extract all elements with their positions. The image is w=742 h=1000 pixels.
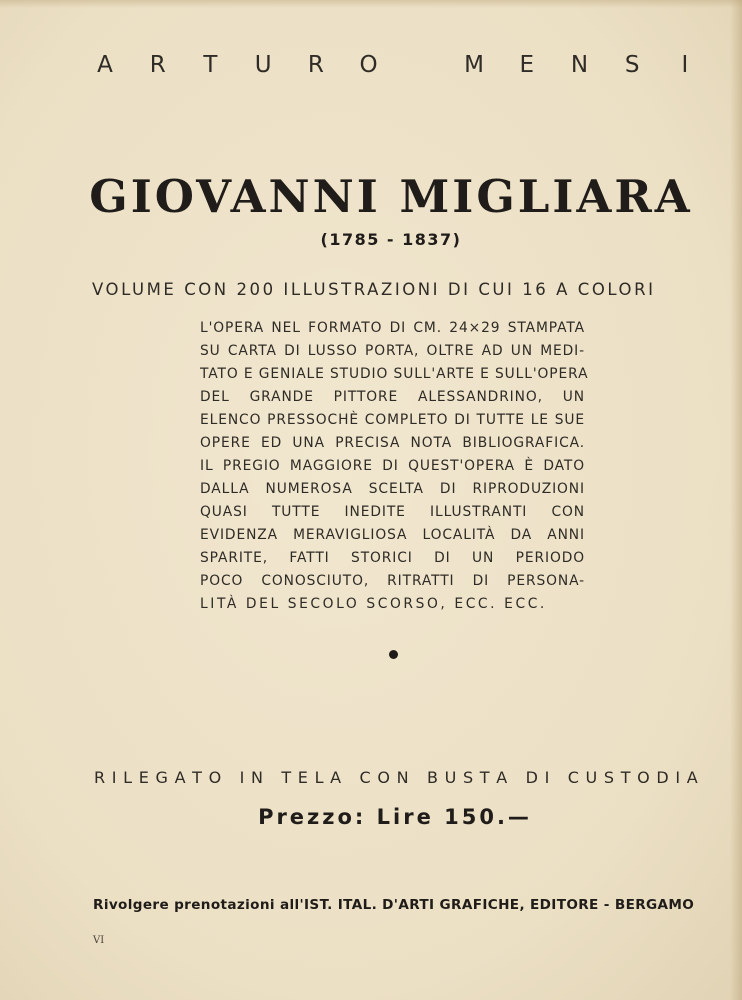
author-letter: M xyxy=(464,52,484,78)
binding-letter: E xyxy=(297,768,308,787)
description-line: ELENCO PRESSOCHÈ COMPLETO DI TUTTE LE SUE xyxy=(200,412,585,428)
binding-letter: I xyxy=(239,768,245,787)
author-letter: S xyxy=(624,52,640,78)
author-letter: T xyxy=(203,52,218,78)
binding-letter: T xyxy=(479,768,490,787)
description-line: DALLA NUMEROSA SCELTA DI RIPRODUZIONI xyxy=(200,481,585,497)
book-dates: (1785 - 1837) xyxy=(320,230,462,249)
binding-letter: T xyxy=(192,768,202,787)
bullet-ornament xyxy=(389,650,398,659)
description-line: SPARITE, FATTI STORICI DI UN PERIODO xyxy=(200,550,585,566)
binding-letter: T xyxy=(620,768,631,787)
author-letter: A xyxy=(97,52,113,78)
binding-letter: S xyxy=(603,768,615,787)
description-line: IL PREGIO MAGGIORE DI QUEST'OPERA È DATO xyxy=(200,458,585,474)
description-line: QUASI TUTTE INEDITE ILLUSTRANTI CON xyxy=(200,504,585,520)
binding-space xyxy=(514,768,519,787)
description-line: OPERE ED UNA PRECISA NOTA BIBLIOGRAFICA. xyxy=(200,435,585,451)
book-title: GIOVANNI MIGLIARA xyxy=(89,170,693,223)
description-line: DEL GRANDE PITTORE ALESSANDRINO, UN xyxy=(200,389,585,405)
binding-letter: U xyxy=(585,768,598,787)
page-number: VI xyxy=(93,935,105,946)
author-letter: O xyxy=(359,52,378,78)
binding-letter: E xyxy=(138,768,149,787)
binding-letter: I xyxy=(111,768,117,787)
binding-info xyxy=(94,768,698,787)
description-line: EVIDENZA MERAVIGLIOSA LOCALITÀ DA ANNI xyxy=(200,527,585,543)
author-letter: U xyxy=(254,52,272,78)
binding-letter: C xyxy=(359,768,371,787)
page-edge-shadow-top xyxy=(0,0,742,8)
binding-space xyxy=(228,768,233,787)
binding-letter: C xyxy=(567,768,579,787)
binding-space xyxy=(556,768,561,787)
author-letter: R xyxy=(307,52,324,78)
page-edge-shadow-right xyxy=(730,0,742,1000)
binding-letter: A xyxy=(686,768,698,787)
binding-letter: T xyxy=(281,768,292,787)
binding-letter: L xyxy=(314,768,324,787)
description-line: POCO CONOSCIUTO, RITRATTI DI PERSONA- xyxy=(200,573,585,589)
binding-letter: G xyxy=(155,768,168,787)
binding-letter: U xyxy=(444,768,457,787)
binding-letter: D xyxy=(525,768,538,787)
binding-space xyxy=(270,768,275,787)
binding-letter: A xyxy=(174,768,186,787)
binding-letter: S xyxy=(462,768,474,787)
binding-letter: A xyxy=(496,768,508,787)
author-letter: R xyxy=(149,52,166,78)
binding-letter: A xyxy=(330,768,342,787)
author-letter: N xyxy=(570,52,589,78)
binding-space xyxy=(348,768,353,787)
binding-space xyxy=(415,768,420,787)
author-letter: E xyxy=(519,52,535,78)
author-letter: I xyxy=(681,52,689,78)
author-name xyxy=(90,50,700,80)
binding-letter: I xyxy=(675,768,681,787)
binding-letter: R xyxy=(94,768,106,787)
volume-info: VOLUME CON 200 ILLUSTRAZIONI DI CUI 16 A COLORI xyxy=(92,280,656,299)
binding-letter: O xyxy=(377,768,390,787)
binding-letter: N xyxy=(250,768,263,787)
price: Prezzo: Lire 150.— xyxy=(258,805,532,829)
binding-letter: O xyxy=(637,768,650,787)
description-line: LITÀ DEL SECOLO SCORSO, ECC. ECC. xyxy=(200,596,547,612)
description-line: TATO E GENIALE STUDIO SULL'ARTE E SULL'OPERA xyxy=(200,366,589,382)
binding-letter: N xyxy=(396,768,409,787)
binding-letter: D xyxy=(656,768,669,787)
binding-letter: O xyxy=(208,768,222,787)
binding-letter: L xyxy=(123,768,133,787)
binding-letter: I xyxy=(544,768,550,787)
binding-letter: B xyxy=(426,768,438,787)
description-line: L'OPERA NEL FORMATO DI CM. 24×29 STAMPATA xyxy=(200,320,585,336)
contact-line: Rivolgere prenotazioni all'IST. ITAL. D'ARTI GRAFICHE, EDITORE - BERGAMO xyxy=(93,897,695,913)
description-block xyxy=(200,317,589,616)
description-line: SU CARTA DI LUSSO PORTA, OLTRE AD UN MEDI- xyxy=(200,343,585,359)
author-space xyxy=(406,52,436,78)
